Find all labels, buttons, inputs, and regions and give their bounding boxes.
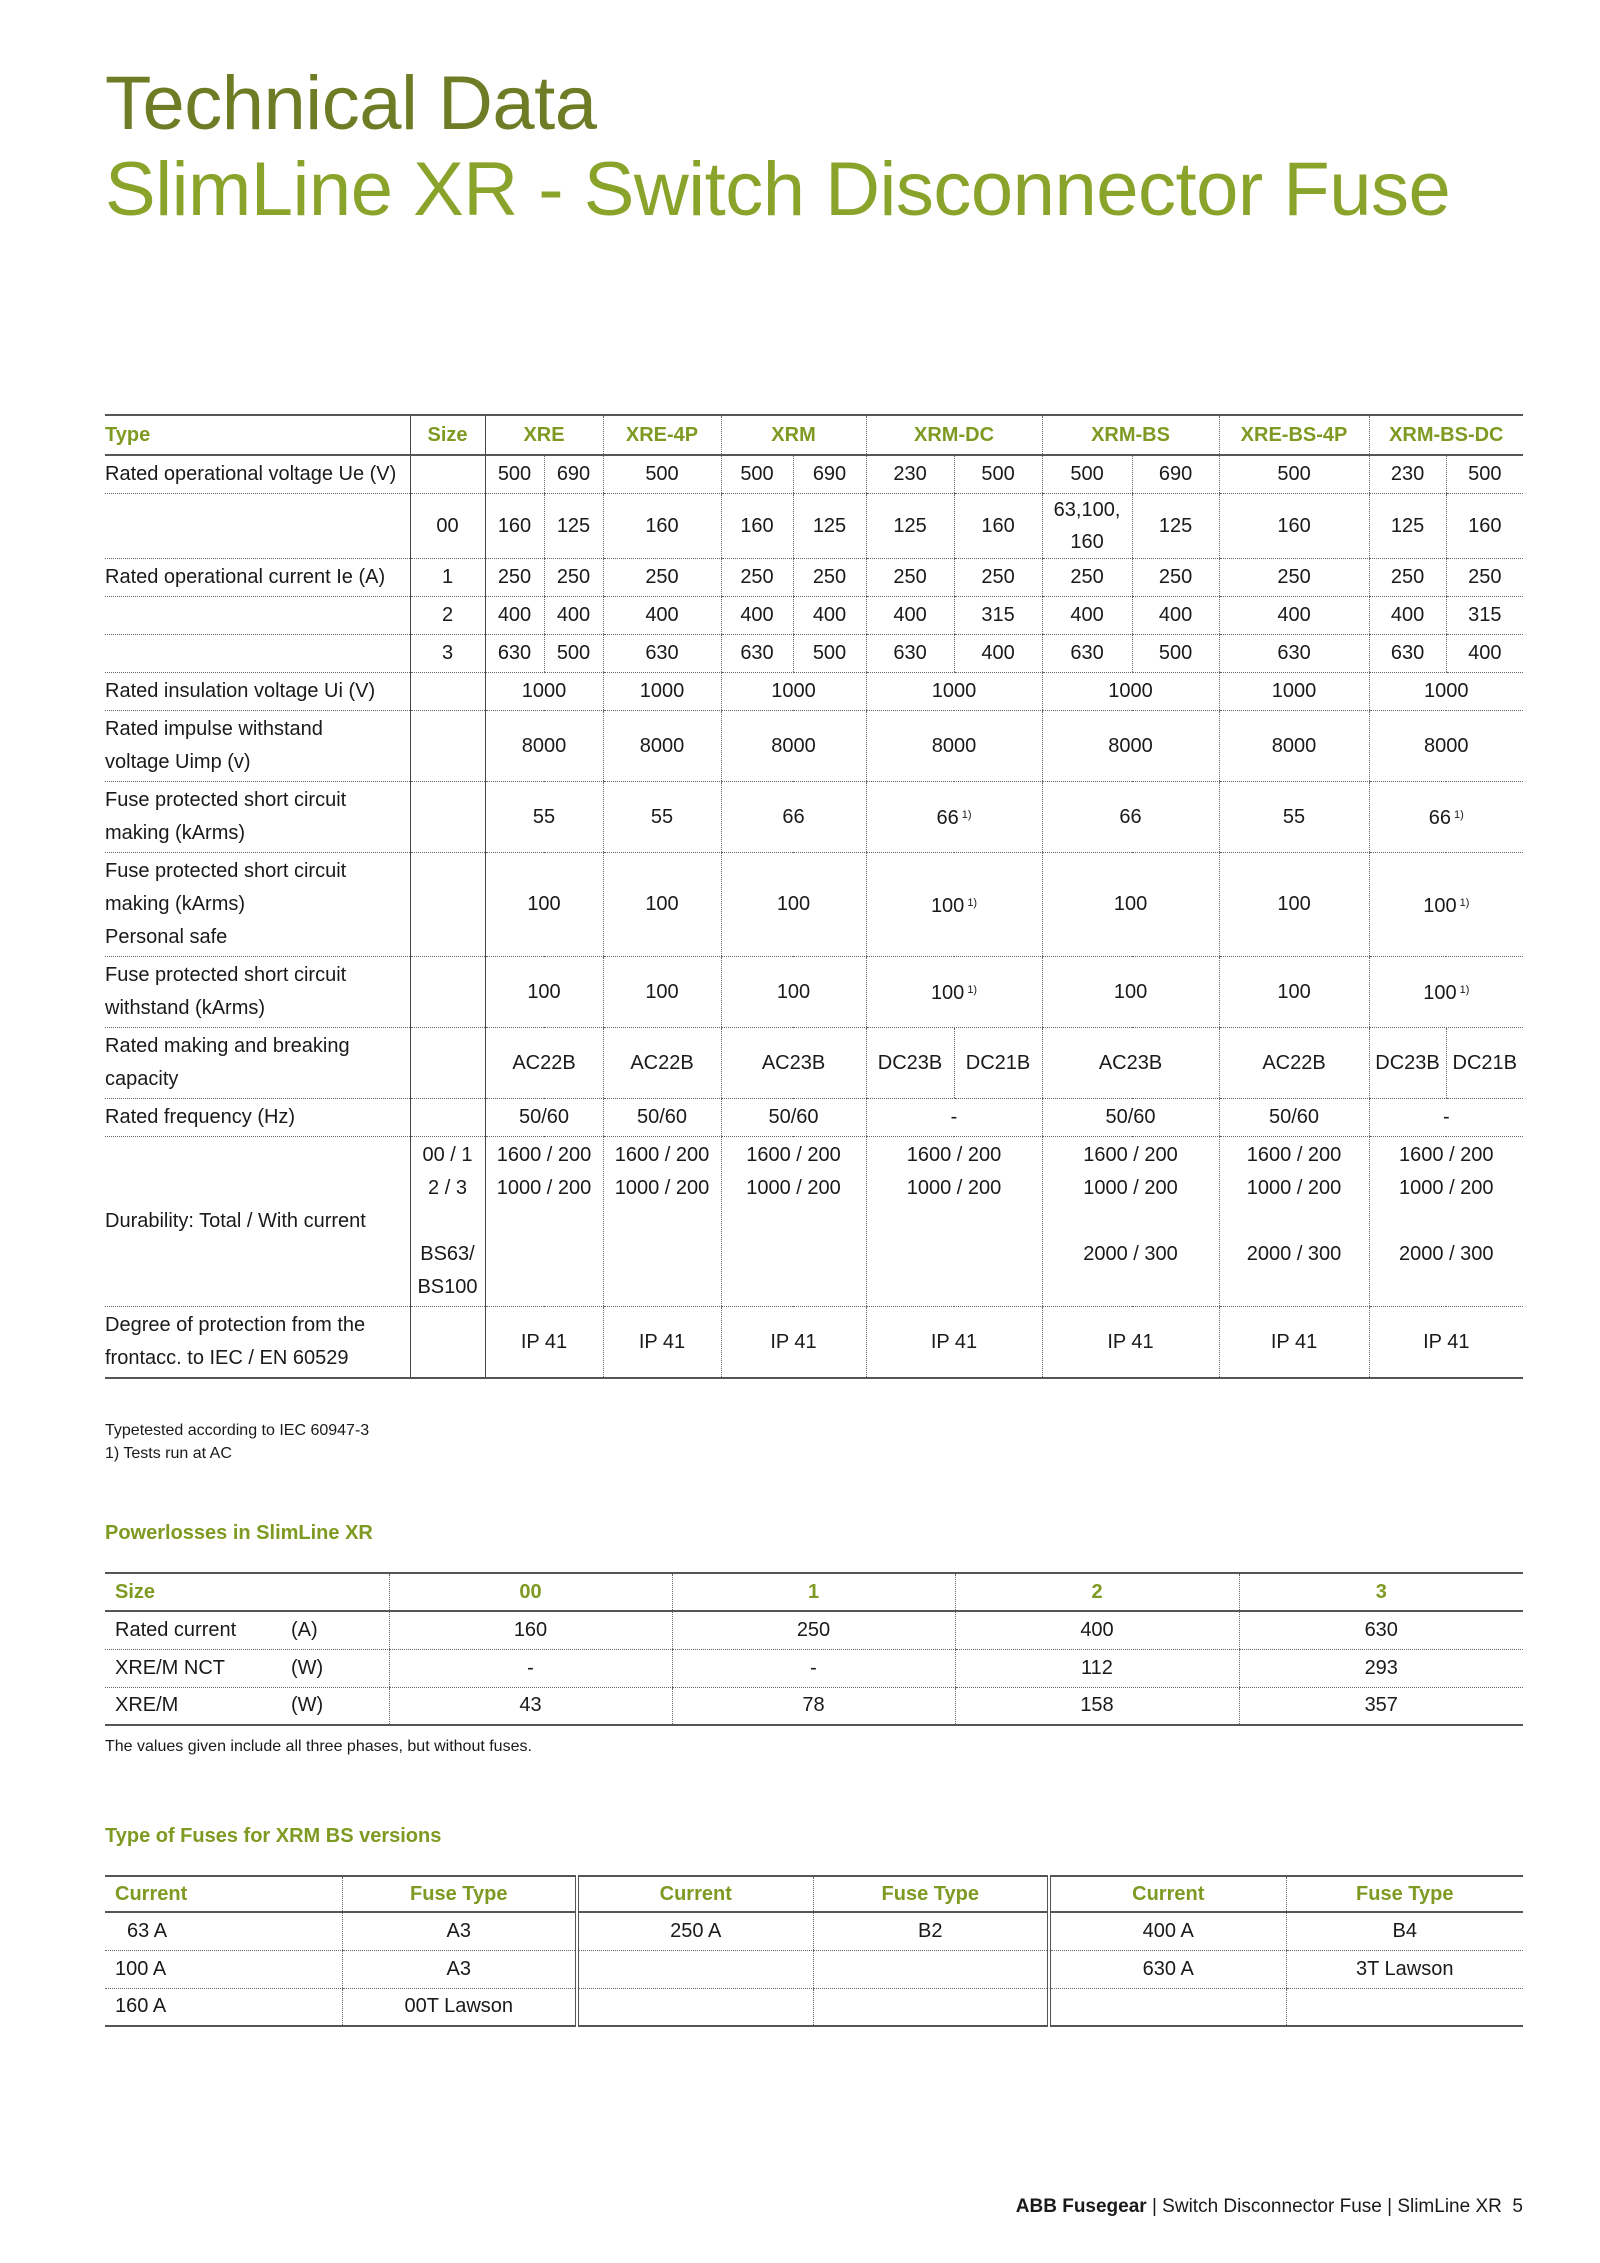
value-cell: 630 <box>1369 635 1446 673</box>
value-cell: 500 <box>1219 455 1369 494</box>
value-cell: - <box>866 1099 1042 1137</box>
header-current: Current <box>105 1876 342 1912</box>
value-cell: 400 <box>721 597 793 635</box>
footnote-mark: 1) <box>1459 984 1470 996</box>
value-cell: A3 <box>342 1950 577 1988</box>
header-model: XRM-BS <box>1042 415 1219 455</box>
value-cell: 250 <box>793 559 866 597</box>
value-cell: 630 <box>1219 635 1369 673</box>
row-label: Rated operational voltage Ue (V) <box>105 455 410 494</box>
value-cell: 160 <box>721 494 793 559</box>
value-line: 1600 / 200 <box>1399 1144 1494 1166</box>
value-cell: IP 41 <box>1369 1307 1523 1379</box>
size-cell: 1 <box>410 559 485 597</box>
row-withstand <box>105 957 1523 1028</box>
value-cell: 8000 <box>485 711 603 782</box>
value-cell: 8000 <box>1369 711 1523 782</box>
value-cell: 250 <box>1219 559 1369 597</box>
row-label <box>105 1028 410 1099</box>
value-cell: 250 <box>1132 559 1219 597</box>
value-cell: - <box>672 1649 955 1687</box>
row-label <box>105 1611 389 1649</box>
value-cell: 630 <box>866 635 954 673</box>
header-current: Current <box>1049 1876 1286 1912</box>
label-line: capacity <box>105 1068 179 1090</box>
size-cell <box>410 1099 485 1137</box>
value-cell: 50/60 <box>1042 1099 1219 1137</box>
value-text: 100 <box>930 894 965 917</box>
row-label: Durability: Total / With current <box>105 1137 410 1307</box>
value-cell <box>813 1988 1049 2026</box>
table-row <box>105 1611 1523 1649</box>
label-line: Fuse protected short circuit <box>105 789 347 811</box>
value-cell: 8000 <box>1042 711 1219 782</box>
value-cell: 8000 <box>1219 711 1369 782</box>
value-cell: DC21B <box>954 1028 1042 1099</box>
header-size: Size <box>105 1573 389 1611</box>
footnote-mark: 1) <box>1454 809 1464 821</box>
size-cell <box>410 782 485 853</box>
value-cell: 160 <box>954 494 1042 559</box>
value-line: 1000 / 200 <box>1246 1177 1342 1199</box>
value-cell: 160 <box>389 1611 672 1649</box>
size-cell <box>410 673 485 711</box>
value-cell <box>866 1137 1042 1307</box>
value-cell: AC22B <box>1219 1028 1369 1099</box>
value-cell: 250 <box>954 559 1042 597</box>
value-line: 1000 / 200 <box>746 1177 841 1199</box>
row-uimp <box>105 711 1523 782</box>
value-cell <box>577 1988 813 2026</box>
row-label: Rated operational current Ie (A) <box>105 559 410 597</box>
row-durability <box>105 1137 1523 1307</box>
value-cell: 400 <box>544 597 603 635</box>
row-label <box>105 853 410 957</box>
label-line: frontacc. to IEC / EN 60529 <box>105 1347 349 1369</box>
value-cell: 43 <box>389 1687 672 1725</box>
value-cell: 125 <box>793 494 866 559</box>
value-text: 100 <box>1423 982 1457 1004</box>
value-cell: 400 <box>1369 597 1446 635</box>
row-label <box>105 711 410 782</box>
value-cell: 230 <box>1369 455 1446 494</box>
value-cell: 400 <box>603 597 721 635</box>
row-label <box>105 1687 389 1725</box>
value-cell: 250 <box>485 559 544 597</box>
row-ip <box>105 1307 1523 1379</box>
value-cell: 500 <box>721 455 793 494</box>
value-cell: 357 <box>1239 1687 1523 1725</box>
size-cell <box>410 853 485 957</box>
label-text: XRE/M NCT <box>115 1656 225 1679</box>
value-cell: 100 <box>603 957 721 1028</box>
powerlosses-title: Powerlosses in SlimLine XR <box>105 1522 373 1544</box>
value-line: 1000 / 200 <box>496 1177 592 1199</box>
value-cell <box>721 1137 866 1307</box>
footnote-mark: 1) <box>1459 896 1470 909</box>
row-personal-safe <box>105 853 1523 957</box>
value-cell: AC23B <box>721 1028 866 1099</box>
value-cell: 690 <box>793 455 866 494</box>
row-label <box>105 635 410 673</box>
note-line: 1) Tests run at AC <box>105 1445 232 1462</box>
value-cell: AC23B <box>1042 1028 1219 1099</box>
table-row <box>105 1649 1523 1687</box>
value-line: 2000 / 300 <box>1399 1243 1494 1265</box>
value-cell <box>1369 957 1523 1028</box>
footer-brand: ABB Fusegear <box>1015 2196 1147 2217</box>
value-cell: 160 A <box>115 1995 167 2018</box>
value-cell: 250 A <box>577 1912 813 1950</box>
value-cell <box>1369 1137 1523 1307</box>
row-label <box>105 957 410 1028</box>
header-cell: 00 <box>389 1573 672 1611</box>
label-text: Rated current <box>115 1618 237 1641</box>
value-cell: 500 <box>603 455 721 494</box>
row-label <box>105 1649 389 1687</box>
value-cell: 400 <box>1219 597 1369 635</box>
value-cell: AC22B <box>485 1028 603 1099</box>
value-cell: 500 <box>1446 455 1523 494</box>
header-fuse-type: Fuse Type <box>813 1876 1049 1912</box>
size-cell <box>410 1028 485 1099</box>
size-cell <box>410 1307 485 1379</box>
value-cell: IP 41 <box>603 1307 721 1379</box>
value-cell: 1000 <box>1219 673 1369 711</box>
value-cell: 55 <box>485 782 603 853</box>
value-cell: 100 <box>1042 957 1219 1028</box>
value-cell: 50/60 <box>485 1099 603 1137</box>
value-line: 1600 / 200 <box>906 1144 1002 1166</box>
value-cell: 630 <box>1042 635 1132 673</box>
value-cell: 63 A <box>105 1912 342 1950</box>
value-cell: 100 <box>603 853 721 957</box>
value-text: 100 <box>1423 894 1457 917</box>
header-model: XRE-BS-4P <box>1219 415 1369 455</box>
value-cell <box>813 1950 1049 1988</box>
unit-text: (A) <box>291 1618 318 1641</box>
value-cell: 1000 <box>1369 673 1523 711</box>
value-cell: 1000 <box>485 673 603 711</box>
value-cell: - <box>389 1649 672 1687</box>
value-cell: DC23B <box>866 1028 954 1099</box>
value-cell: 690 <box>544 455 603 494</box>
value-cell: 00T Lawson <box>342 1988 577 2026</box>
value-cell: 630 <box>485 635 544 673</box>
row-ui <box>105 673 1523 711</box>
value-cell: 630 <box>1239 1611 1523 1649</box>
row-ie-1 <box>105 559 1523 597</box>
value-line: 2000 / 300 <box>1246 1243 1342 1265</box>
value-cell: 100 <box>721 853 866 957</box>
value-cell: 158 <box>955 1687 1239 1725</box>
value-cell: 500 <box>485 455 544 494</box>
value-cell: IP 41 <box>485 1307 603 1379</box>
fuse-types-table <box>105 1875 1523 2027</box>
value-cell: IP 41 <box>866 1307 1042 1379</box>
value-cell: 50/60 <box>1219 1099 1369 1137</box>
technical-data-table <box>105 414 1523 1379</box>
value-cell <box>1219 1137 1369 1307</box>
value-cell: - <box>1369 1099 1523 1137</box>
value-cell: 250 <box>1446 559 1523 597</box>
value-cell: 250 <box>544 559 603 597</box>
value-cell: 250 <box>721 559 793 597</box>
value-cell: 1000 <box>1042 673 1219 711</box>
value-cell: 50/60 <box>721 1099 866 1137</box>
label-text: XRE/M <box>115 1694 179 1717</box>
label-line: voltage Uimp (v) <box>105 751 251 773</box>
footer-text: | Switch Disconnector Fuse | SlimLine XR <box>1146 2196 1502 2217</box>
value-cell: 400 <box>866 597 954 635</box>
label-line: making (kArms) <box>105 893 246 915</box>
size-cell <box>410 957 485 1028</box>
value-line: 2000 / 300 <box>1083 1243 1178 1265</box>
value-cell: 400 <box>1042 597 1132 635</box>
value-cell: 400 <box>793 597 866 635</box>
table-row <box>105 1912 1523 1950</box>
size-cell: 2 <box>410 597 485 635</box>
row-label <box>105 782 410 853</box>
value-cell <box>1369 782 1523 853</box>
value-cell <box>866 957 1042 1028</box>
value-cell: 100 A <box>105 1950 342 1988</box>
value-cell: 160 <box>603 494 721 559</box>
value-cell: 250 <box>1042 559 1132 597</box>
footnote-mark: 1) <box>961 809 972 821</box>
unit-text: (W) <box>291 1694 324 1717</box>
value-cell: 125 <box>866 494 954 559</box>
value-cell: 630 A <box>1049 1950 1286 1988</box>
header-size: Size <box>410 415 485 455</box>
header-model: XRE-4P <box>603 415 721 455</box>
table-row <box>105 1988 1523 2026</box>
value-cell: 55 <box>603 782 721 853</box>
row-making <box>105 782 1523 853</box>
footnote-mark: 1) <box>967 984 978 996</box>
value-cell: 63,100, 160 <box>1042 494 1132 559</box>
row-label <box>105 1307 410 1379</box>
label-line: Rated making and breaking <box>105 1035 350 1057</box>
header-row <box>105 1876 1523 1912</box>
label-line: Rated impulse withstand <box>105 718 323 740</box>
value-line: 1600 / 200 <box>746 1144 841 1166</box>
note-line: Typetested according to IEC 60947-3 <box>105 1422 370 1439</box>
page-number: 5 <box>1512 2196 1523 2217</box>
value-cell: IP 41 <box>1219 1307 1369 1379</box>
table-row <box>105 1950 1523 1988</box>
value-cell: 112 <box>955 1649 1239 1687</box>
value-cell: 250 <box>866 559 954 597</box>
value-cell: 55 <box>1219 782 1369 853</box>
value-cell: 400 <box>955 1611 1239 1649</box>
value-cell <box>1042 1137 1219 1307</box>
value-cell: 125 <box>1132 494 1219 559</box>
value-cell: 3T Lawson <box>1286 1950 1523 1988</box>
value-cell <box>1286 1988 1523 2026</box>
header-cell: 1 <box>672 1573 955 1611</box>
value-cell: B4 <box>1286 1912 1523 1950</box>
value-cell: 500 <box>544 635 603 673</box>
value-cell: 400 <box>1446 635 1523 673</box>
label-line: Degree of protection from the <box>105 1314 366 1336</box>
label-line: Fuse protected short circuit <box>105 964 347 986</box>
value-cell: AC22B <box>603 1028 721 1099</box>
header-cell: 2 <box>955 1573 1239 1611</box>
value-cell: 1000 <box>866 673 1042 711</box>
row-capacity <box>105 1028 1523 1099</box>
value-cell: 250 <box>1369 559 1446 597</box>
header-row <box>105 415 1523 455</box>
value-cell: 630 <box>603 635 721 673</box>
value-cell: 250 <box>603 559 721 597</box>
value-cell: 500 <box>1132 635 1219 673</box>
size-cell: 00 <box>410 494 485 559</box>
header-model: XRM-DC <box>866 415 1042 455</box>
value-cell: 400 <box>485 597 544 635</box>
value-cell: IP 41 <box>721 1307 866 1379</box>
value-text: 66 <box>936 807 959 829</box>
header-model: XRM-BS-DC <box>1369 415 1523 455</box>
label-line: making (kArms) <box>105 822 246 844</box>
value-cell: 293 <box>1239 1649 1523 1687</box>
fuses-title: Type of Fuses for XRM BS versions <box>105 1825 442 1847</box>
row-ie-2 <box>105 597 1523 635</box>
row-label: Rated insulation voltage Ui (V) <box>105 673 410 711</box>
row-label <box>105 494 410 559</box>
size-cell <box>410 1137 485 1307</box>
value-line: 1000 / 200 <box>906 1177 1002 1199</box>
value-cell <box>577 1950 813 1988</box>
value-cell: 8000 <box>721 711 866 782</box>
value-cell: 1000 <box>721 673 866 711</box>
value-cell: 125 <box>1369 494 1446 559</box>
size-cell <box>410 455 485 494</box>
value-cell: DC21B <box>1446 1028 1523 1099</box>
row-frequency <box>105 1099 1523 1137</box>
value-cell: 630 <box>721 635 793 673</box>
value-cell: 8000 <box>603 711 721 782</box>
value-cell: B2 <box>813 1912 1049 1950</box>
value-cell: 500 <box>954 455 1042 494</box>
value-cell <box>1049 1988 1286 2026</box>
page-footer <box>1016 2196 1523 2218</box>
value-cell: IP 41 <box>1042 1307 1219 1379</box>
size-line: BS100 <box>417 1276 478 1298</box>
value-cell: 500 <box>1042 455 1132 494</box>
value-cell <box>485 1137 603 1307</box>
value-cell: 100 <box>1042 853 1219 957</box>
value-cell: 160 <box>1219 494 1369 559</box>
header-type: Type <box>105 415 410 455</box>
footnote-mark: 1) <box>967 896 978 909</box>
value-cell: A3 <box>342 1912 577 1950</box>
label-line: Personal safe <box>105 926 228 948</box>
value-line: 1600 / 200 <box>496 1144 592 1166</box>
label-line: withstand (kArms) <box>105 997 266 1019</box>
value-cell: 250 <box>672 1611 955 1649</box>
value-cell: 1000 <box>603 673 721 711</box>
value-cell: 315 <box>1446 597 1523 635</box>
value-cell: 400 <box>1132 597 1219 635</box>
powerlosses-table <box>105 1572 1523 1726</box>
value-cell: 8000 <box>866 711 1042 782</box>
header-fuse-type: Fuse Type <box>342 1876 577 1912</box>
value-cell: 160 <box>1446 494 1523 559</box>
size-line: 00 / 1 <box>422 1144 473 1166</box>
header-model: XRE <box>485 415 603 455</box>
unit-text: (W) <box>291 1656 324 1679</box>
row-ue <box>105 455 1523 494</box>
table-row <box>105 1687 1523 1725</box>
header-row <box>105 1573 1523 1611</box>
header-fuse-type: Fuse Type <box>1286 1876 1523 1912</box>
value-cell <box>603 1137 721 1307</box>
page-subtitle: SlimLine XR - Switch Disconnector Fuse <box>105 147 1451 232</box>
value-cell: 160 <box>485 494 544 559</box>
label-line: Fuse protected short circuit <box>105 860 347 882</box>
value-cell: 66 <box>721 782 866 853</box>
value-text: 100 <box>930 982 965 1004</box>
size-cell: 3 <box>410 635 485 673</box>
header-model: XRM <box>721 415 866 455</box>
value-line: 1600 / 200 <box>1246 1144 1342 1166</box>
size-line: BS63/ <box>420 1243 475 1265</box>
row-ie-3 <box>105 635 1523 673</box>
page-title: Technical Data <box>105 61 597 146</box>
row-label <box>105 597 410 635</box>
size-cell <box>410 711 485 782</box>
value-line: 1000 / 200 <box>1399 1177 1494 1199</box>
value-cell: 50/60 <box>603 1099 721 1137</box>
value-cell: 125 <box>544 494 603 559</box>
value-cell <box>866 782 1042 853</box>
value-cell: 100 <box>485 957 603 1028</box>
value-cell: 100 <box>1219 957 1369 1028</box>
value-cell <box>866 853 1042 957</box>
value-cell: 100 <box>485 853 603 957</box>
value-cell: DC23B <box>1369 1028 1446 1099</box>
value-cell: 690 <box>1132 455 1219 494</box>
powerlosses-note: The values given include all three phases, but without fuses. <box>105 1738 532 1755</box>
value-cell: 78 <box>672 1687 955 1725</box>
header-current: Current <box>577 1876 813 1912</box>
value-cell: 500 <box>793 635 866 673</box>
value-cell: 315 <box>954 597 1042 635</box>
value-line: 1600 / 200 <box>614 1144 710 1166</box>
value-cell: 100 <box>1219 853 1369 957</box>
value-cell: 66 <box>1042 782 1219 853</box>
row-label: Rated frequency (Hz) <box>105 1099 410 1137</box>
value-text: 66 <box>1428 807 1452 829</box>
value-line: 1000 / 200 <box>1083 1177 1178 1199</box>
value-line: 1000 / 200 <box>614 1177 710 1199</box>
value-cell <box>1369 853 1523 957</box>
size-line: 2 / 3 <box>428 1177 467 1199</box>
row-ie-00 <box>105 494 1523 559</box>
header-cell: 3 <box>1239 1573 1523 1611</box>
value-line: 1600 / 200 <box>1083 1144 1178 1166</box>
typetest-note <box>105 1419 369 1465</box>
value-cell: 100 <box>721 957 866 1028</box>
value-cell: 230 <box>866 455 954 494</box>
value-cell: 400 <box>954 635 1042 673</box>
value-cell: 400 A <box>1049 1912 1286 1950</box>
